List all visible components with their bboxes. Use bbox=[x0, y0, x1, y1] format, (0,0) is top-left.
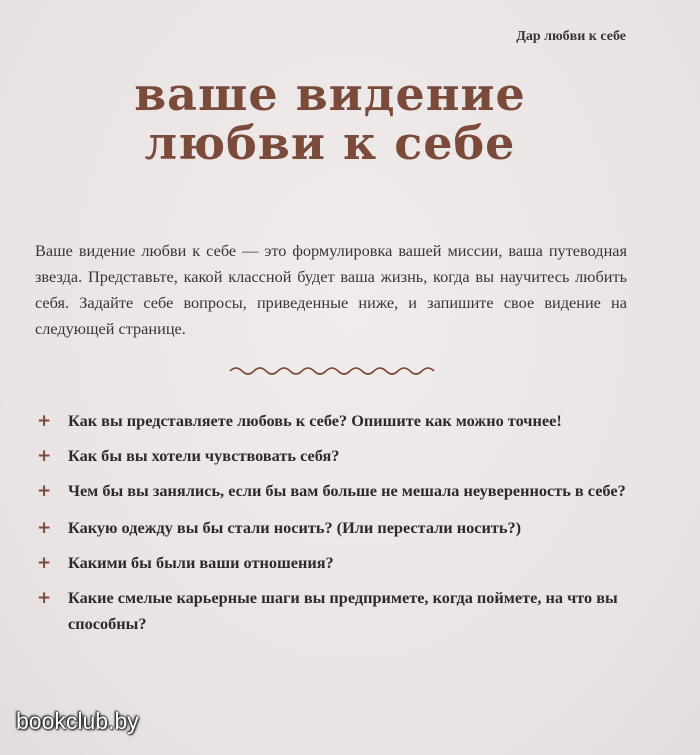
question-text: Какими бы были ваши отношения? bbox=[68, 553, 334, 572]
wavy-divider bbox=[228, 364, 438, 378]
plus-icon: + bbox=[37, 553, 52, 573]
list-item bbox=[35, 478, 635, 504]
title-line-2: любви к себе bbox=[144, 116, 516, 170]
list-item bbox=[35, 585, 635, 637]
question-text: Как бы вы хотели чувствовать себя? bbox=[68, 446, 340, 465]
list-item bbox=[35, 443, 635, 469]
title-line-1: ваше видение bbox=[134, 67, 526, 121]
watermark: bookclub.by bbox=[16, 708, 139, 734]
list-item bbox=[35, 408, 635, 434]
plus-icon: + bbox=[37, 446, 52, 466]
list-item bbox=[35, 550, 635, 576]
list-item bbox=[35, 515, 635, 541]
question-text: Чем бы вы занялись, если бы вам больше не мешала неуверенность в себе? bbox=[68, 481, 626, 500]
page-title bbox=[0, 67, 660, 170]
plus-icon: + bbox=[37, 588, 52, 608]
question-text: Как вы представляете любовь к себе? Опишите как можно точнее! bbox=[68, 411, 562, 430]
question-text: Какие смелые карьерные шаги вы предпримете, когда поймете, на что вы способны? bbox=[68, 588, 618, 633]
plus-icon: + bbox=[37, 411, 52, 431]
plus-icon: + bbox=[37, 481, 52, 501]
plus-icon: + bbox=[37, 518, 52, 538]
running-head: Дар любви к себе bbox=[516, 29, 626, 44]
question-text: Какую одежду вы бы стали носить? (Или перестали носить?) bbox=[68, 518, 522, 537]
question-list bbox=[35, 408, 635, 646]
intro-paragraph: Ваше видение любви к себе — это формулировка вашей миссии, ваша путеводная звезда. Представьте, какой классной будет ваша жизнь, когда вы научитесь любить себя. Задайте себе вопросы, приведенные ниже, и запишите свое видение на следующей странице. bbox=[35, 241, 627, 338]
